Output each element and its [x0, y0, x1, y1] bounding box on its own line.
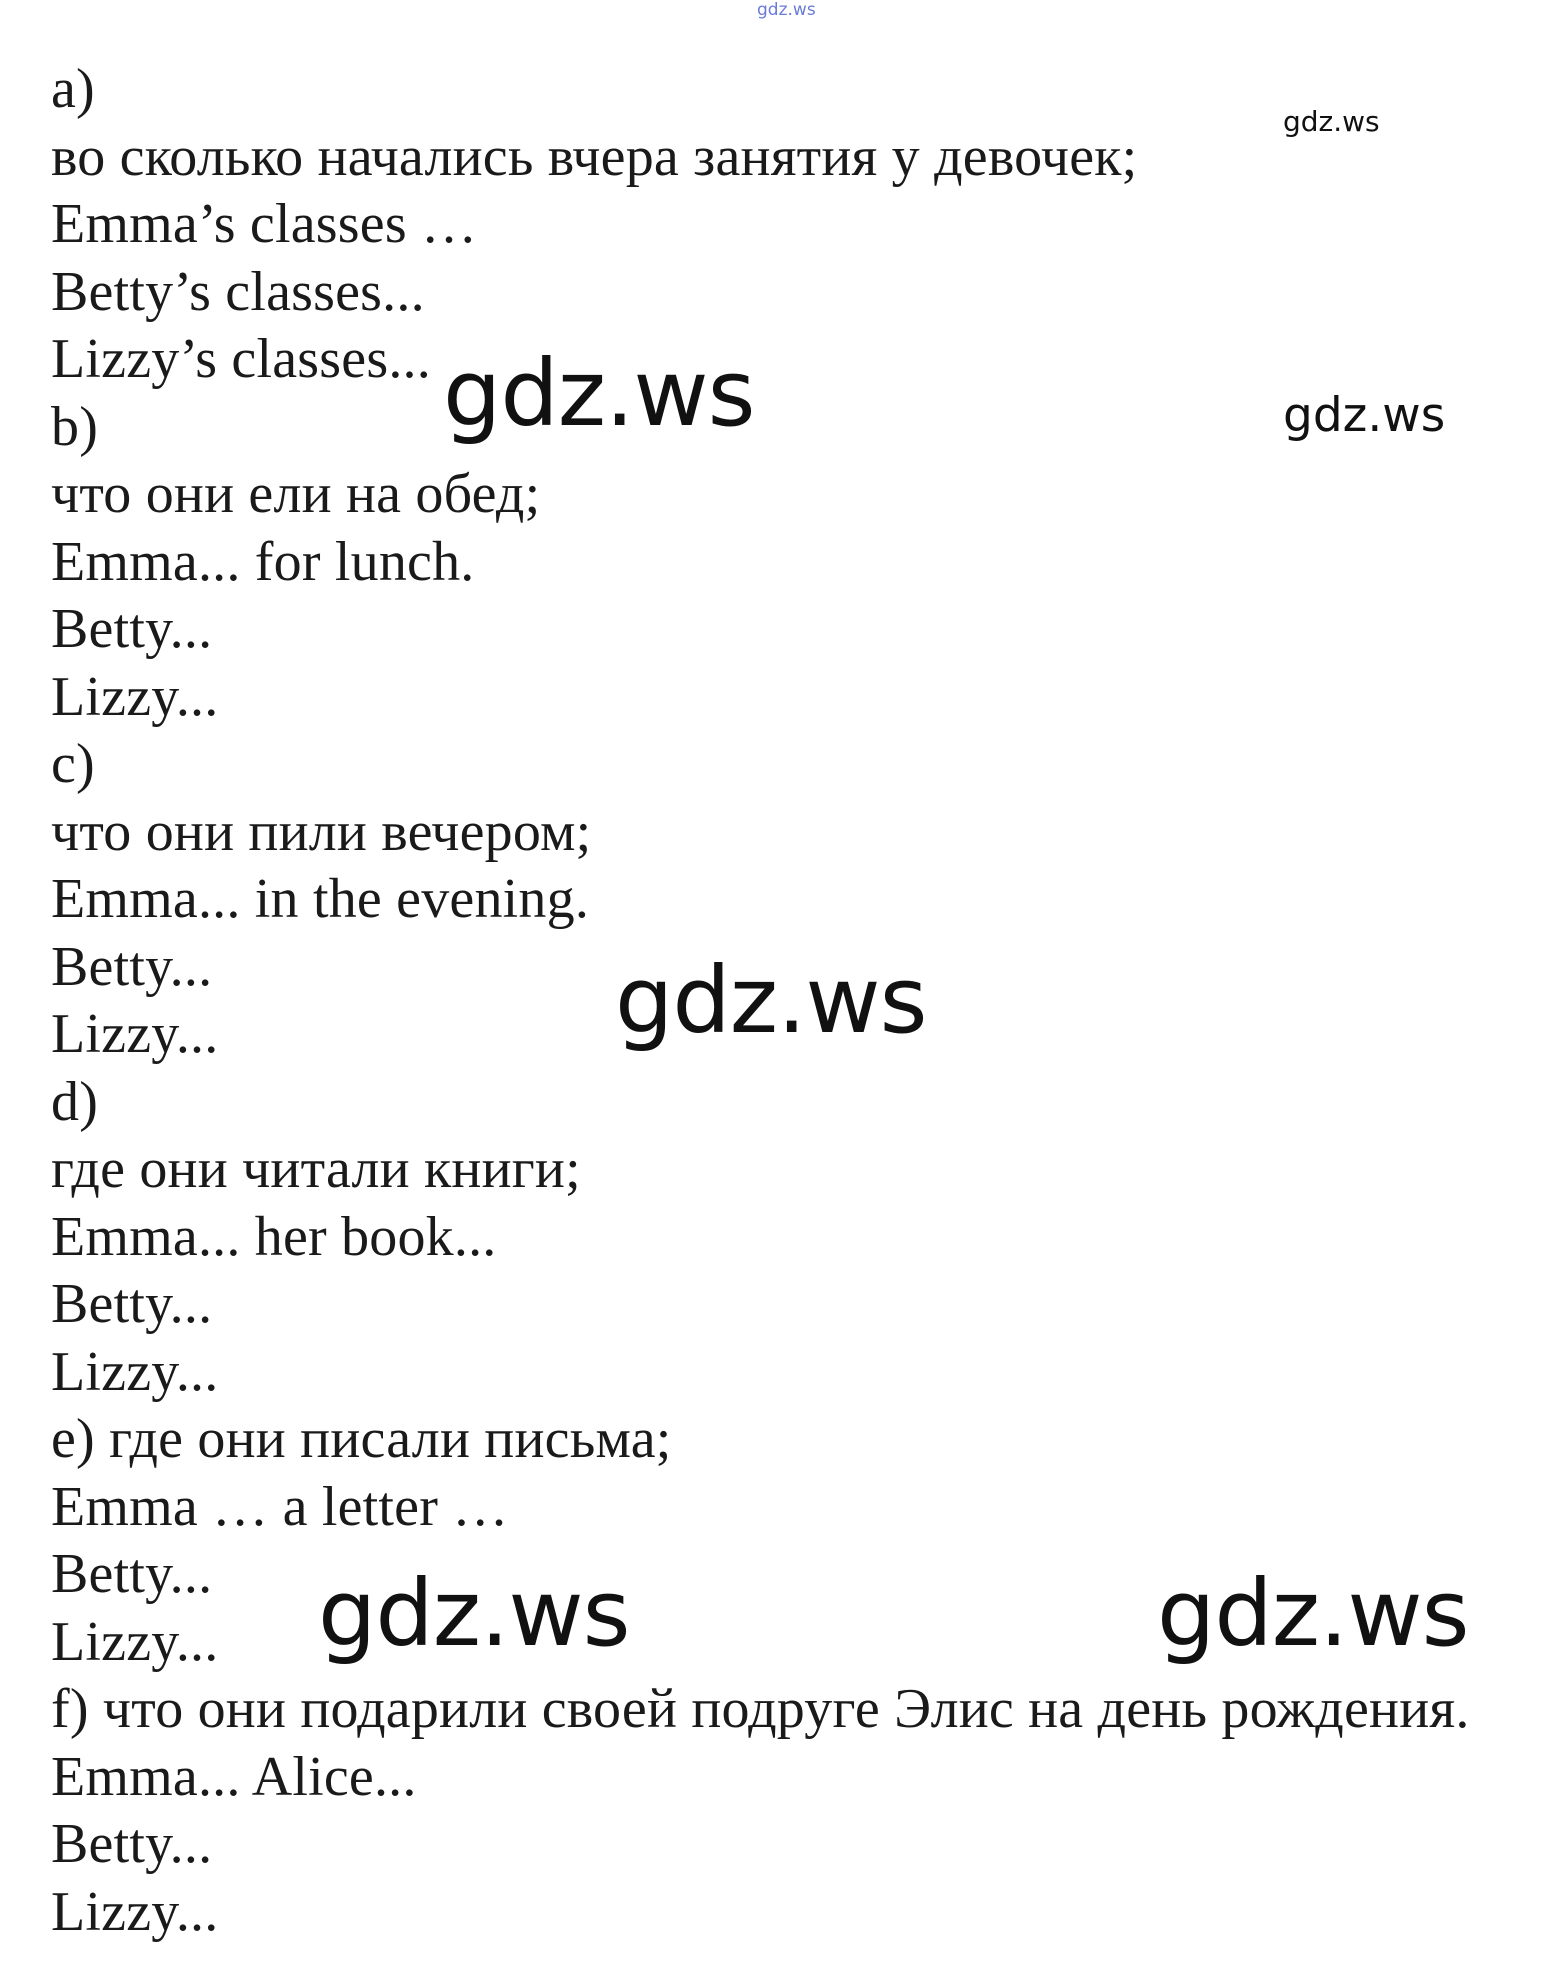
answer-line: Emma... her book... [51, 1205, 497, 1268]
question-d: где они читали книги; [51, 1138, 581, 1200]
question-c: что они пили вечером; [51, 800, 592, 863]
answer-line: Emma... in the evening. [51, 868, 590, 930]
section-label-c: c) [51, 733, 95, 795]
answer-line: Emma... Alice... [51, 1745, 417, 1808]
answer-line: Betty... [51, 1813, 213, 1875]
answer-line: Emma … a letter … [51, 1475, 509, 1538]
question-b: что они ели на обед; [51, 463, 541, 525]
answer-line: Emma’s classes … [51, 193, 478, 255]
answer-line: Betty... [51, 598, 213, 660]
answer-line: Lizzy... [51, 1610, 219, 1673]
answer-line: Lizzy... [51, 1003, 219, 1065]
watermark-large: gdz.ws [615, 947, 927, 1054]
watermark-large: gdz.ws [1157, 1560, 1469, 1667]
watermark-large: gdz.ws [443, 340, 755, 447]
answer-line: Lizzy... [51, 665, 219, 728]
question-e: e) где они писали письма; [51, 1408, 672, 1470]
answer-line: Betty’s classes... [51, 260, 425, 323]
answer-line: Betty... [51, 1273, 213, 1335]
watermark-right: gdz.ws [1283, 388, 1446, 443]
answer-line: Lizzy... [51, 1880, 219, 1943]
watermark-top: gdz.ws [757, 0, 816, 20]
section-label-d: d) [51, 1070, 99, 1133]
answer-line: Betty... [51, 935, 213, 998]
answer-line: Betty... [51, 1543, 213, 1605]
watermark-large: gdz.ws [318, 1560, 630, 1667]
watermark-small: gdz.ws [1283, 105, 1380, 138]
section-label-b: b) [51, 395, 99, 458]
question-f: f) что они подарили своей подруге Элис на день рождения. [51, 1678, 1470, 1740]
section-label-a: a) [51, 58, 95, 120]
answer-line: Emma... for lunch. [51, 530, 475, 593]
question-a: во сколько начались вчера занятия у девочек; [51, 125, 1138, 188]
answer-line: Lizzy’s classes... [51, 328, 431, 390]
answer-line: Lizzy... [51, 1340, 219, 1403]
